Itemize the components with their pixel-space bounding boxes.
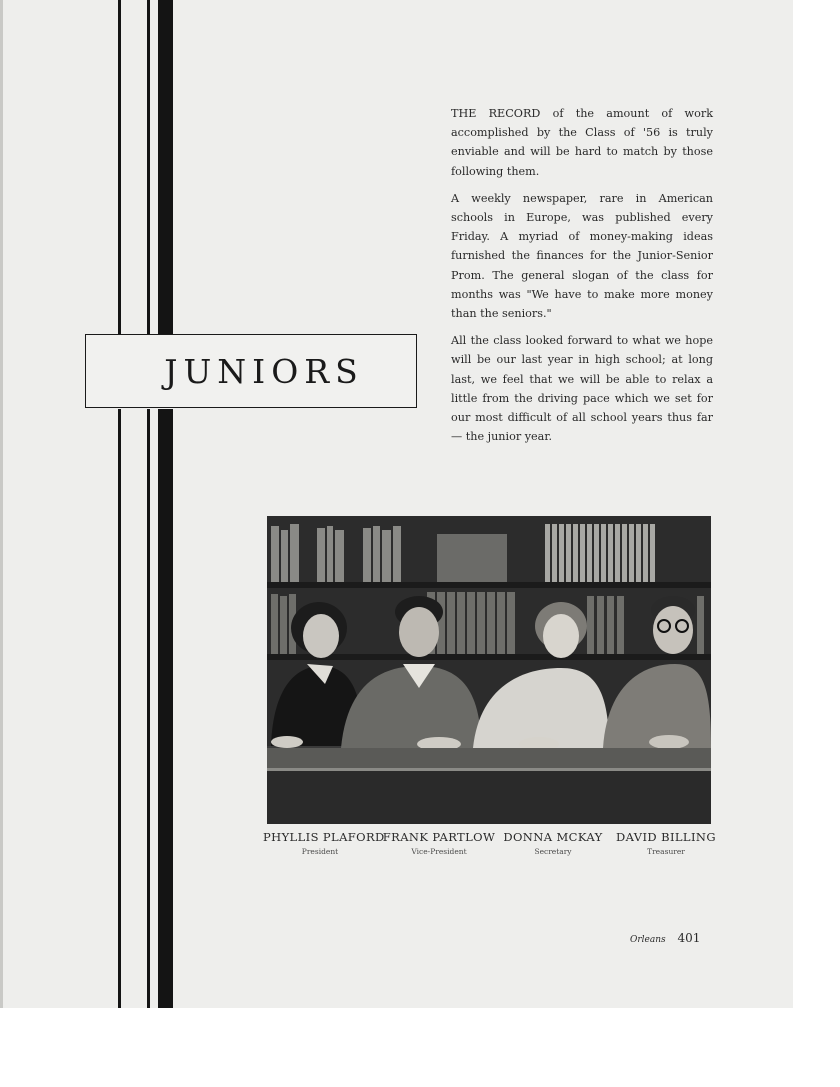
officer-role: Treasurer — [647, 847, 685, 856]
officer-name: FRANK PARTLOW — [382, 830, 496, 844]
decorative-rule-thick — [158, 0, 173, 336]
decorative-rule-thin-1-lower — [118, 409, 121, 1008]
section-title: JUNIORS — [164, 351, 364, 391]
decorative-rule-thin-1 — [118, 0, 121, 336]
page-number: 401 — [677, 931, 701, 945]
officer-role: Secretary — [534, 847, 572, 856]
decorative-rule-thin-2 — [147, 0, 150, 336]
photo-illustration — [267, 516, 711, 824]
caption-officer-1 — [263, 830, 385, 856]
section-title-box — [85, 334, 417, 408]
caption-officer-3 — [502, 830, 604, 856]
officer-name: DAVID BILLING — [616, 830, 716, 844]
decorative-rule-thin-2-lower — [147, 409, 150, 1008]
intro-text — [451, 104, 713, 454]
officer-name: DONNA MCKAY — [503, 830, 603, 844]
publication-name: Orleans — [630, 935, 666, 945]
page-edge — [0, 0, 3, 1008]
officer-role: President — [301, 847, 339, 856]
paragraph: All the class looked forward to what we hope will be our last year in high school; at long last, we feel that we will be able to relax a little from the driving pace which we set for our most difficult of all school years thus far — the junior year. — [451, 334, 713, 444]
caption-officer-2 — [382, 830, 496, 856]
page-footer — [630, 931, 700, 945]
officer-role: Vice-President — [411, 847, 467, 856]
class-officers-photo — [267, 516, 711, 824]
caption-officer-4 — [614, 830, 718, 856]
officer-captions — [258, 830, 728, 870]
paragraph: A weekly newspaper, rare in American schools in Europe, was published every Friday. A myriad of money-making ideas furnished the finances for the Junior-Senior Prom. The general slogan of the class for months was "We have to make more money than the seniors." — [451, 191, 713, 321]
officer-name: PHYLLIS PLAFORD — [263, 830, 385, 844]
paragraph: THE RECORD of the amount of work accomplished by the Class of '56 is truly enviable and will be hard to match by those following them. — [451, 107, 713, 178]
decorative-rule-thick-lower — [158, 409, 173, 1008]
